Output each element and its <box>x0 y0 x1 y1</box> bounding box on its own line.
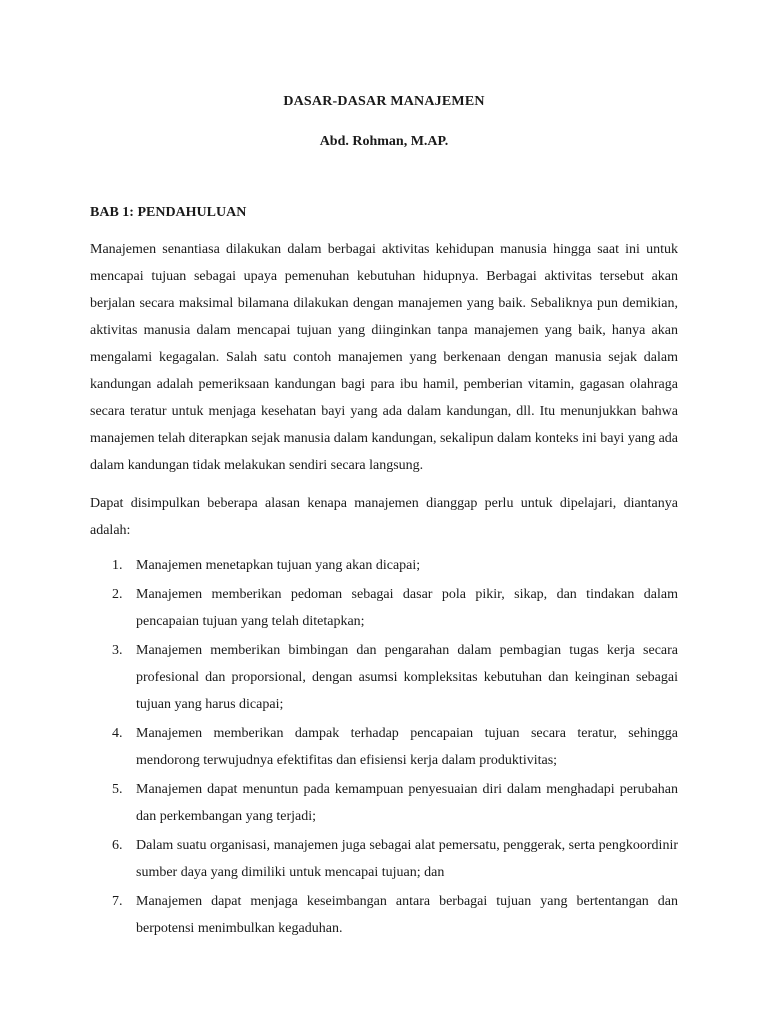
list-item <box>90 888 678 942</box>
list-item-number: 3. <box>112 643 123 658</box>
list-item-number: 7. <box>112 894 123 909</box>
list-item-number: 5. <box>112 782 123 797</box>
list-item <box>90 720 678 774</box>
document-author: Abd. Rohman, M.AP. <box>319 134 449 149</box>
list-item <box>90 552 678 579</box>
list-item <box>90 832 678 886</box>
chapter-heading: BAB 1: PENDAHULUAN <box>90 205 247 220</box>
list-item-number: 4. <box>112 726 123 741</box>
list-item-number: 6. <box>112 838 123 853</box>
list-item-text: Manajemen dapat menuntun pada kemampuan penyesuaian diri dalam menghadapi perubahan dan perkembangan yang terjadi; <box>136 782 678 824</box>
list-item <box>90 637 678 718</box>
list-item-text: Manajemen memberikan pedoman sebagai dasar pola pikir, sikap, dan tindakan dalam pencapaian tujuan yang telah ditetapkan; <box>136 587 678 629</box>
list-item <box>90 581 678 635</box>
list-item-text: Manajemen menetapkan tujuan yang akan dicapai; <box>136 558 421 573</box>
summary-paragraph: Dapat disimpulkan beberapa alasan kenapa manajemen dianggap perlu untuk dipelajari, diantanya adalah: <box>90 496 678 538</box>
document-title: DASAR-DASAR MANAJEMEN <box>283 94 485 109</box>
reasons-list <box>90 552 678 944</box>
list-item-number: 1. <box>112 558 123 573</box>
intro-paragraph: Manajemen senantiasa dilakukan dalam berbagai aktivitas kehidupan manusia hingga saat ini untuk mencapai tujuan sebagai upaya pemenuhan kebutuhan hidupnya. Berbagai aktivitas tersebut akan berjalan secara maksimal bilamana dilakukan dengan manajemen yang baik. Sebaliknya pun demikian, aktivitas manusia dalam mencapai tujuan yang diinginkan tanpa manajemen yang baik, hanya akan mengalami kegagalan. Salah satu contoh manajemen yang berkenaan dengan manusia sejak dalam kandungan adalah pemeriksaan kandungan bagi para ibu hamil, pemberian vitamin, gagasan olahraga secara teratur untuk menjaga kesehatan bayi yang ada dalam kandungan, dll. Itu menunjukkan bahwa manajemen telah diterapkan sejak manusia dalam kandungan, sekalipun dalam konteks ini bayi yang ada dalam kandungan tidak melakukan sendiri secara langsung. <box>90 242 678 473</box>
list-item <box>90 776 678 830</box>
list-item-number: 2. <box>112 587 123 602</box>
list-item-text: Manajemen memberikan bimbingan dan pengarahan dalam pembagian tugas kerja secara profesional dan proporsional, dengan asumsi kompleksitas kebutuhan dan keinginan sebagai tujuan yang harus dicapai; <box>136 643 678 712</box>
list-item-text: Manajemen memberikan dampak terhadap pencapaian tujuan secara teratur, sehingga mendorong terwujudnya efektifitas dan efisiensi kerja dalam produktivitas; <box>136 726 678 768</box>
list-item-text: Manajemen dapat menjaga keseimbangan antara berbagai tujuan yang bertentangan dan berpotensi menimbulkan kegaduhan. <box>136 894 678 936</box>
list-item-text: Dalam suatu organisasi, manajemen juga sebagai alat pemersatu, penggerak, serta pengkoordinir sumber daya yang dimiliki untuk mencapai tujuan; dan <box>136 838 678 880</box>
